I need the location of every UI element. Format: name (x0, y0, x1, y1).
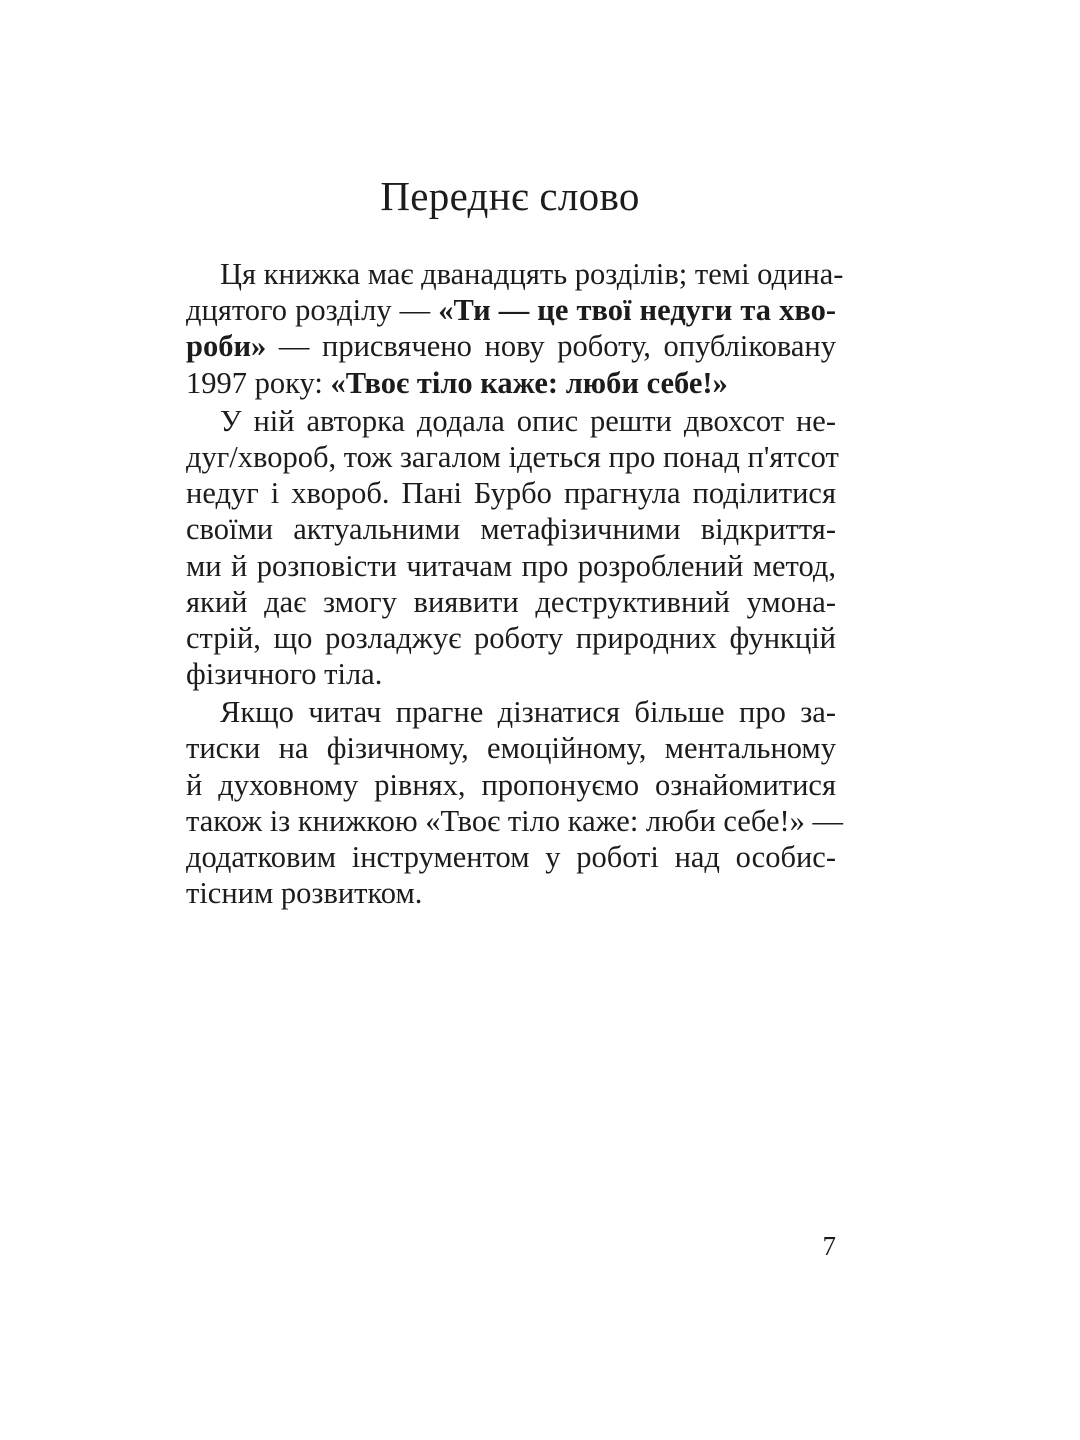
text-line (186, 875, 836, 911)
text-run: тісним розвитком. (186, 876, 423, 911)
text-run: який дає змогу виявити деструктивний умона- (186, 584, 836, 619)
text-run: своїми актуальними метафізичними відкриття- (186, 512, 836, 547)
text-line (186, 475, 836, 511)
text-run: стрій, що розладжує роботу природних функцій (186, 620, 836, 655)
text-line (186, 767, 836, 803)
text-line (186, 256, 844, 292)
text-line (186, 839, 836, 875)
text-run: — присвячено нову роботу, опубліковану (266, 329, 836, 364)
text-line (186, 584, 836, 620)
bold-text-run: «Твоє тіло каже: люби себе!» (330, 365, 728, 400)
text-line (186, 403, 836, 439)
text-run: додатковим інструментом у роботі над особис- (186, 840, 836, 874)
text-line (186, 365, 836, 401)
paragraph (186, 694, 844, 911)
text-line (186, 439, 839, 475)
text-line (186, 511, 836, 547)
body-text (186, 256, 844, 911)
text-run: також із книжкою «Твоє тіло каже: люби себе!» — (186, 803, 844, 838)
text-run: тиски на фізичному, емоційному, ментальному (186, 731, 836, 766)
text-line (186, 328, 836, 364)
page-title: Переднє слово (380, 173, 640, 219)
text-run: й духовному рівнях, пропонуємо ознайомитися (186, 767, 836, 802)
text-run: У ній авторка додала опис решти двохсот не- (220, 403, 836, 438)
text-line (186, 292, 836, 328)
text-run: дцятого розділу — (186, 293, 439, 328)
text-run: дуг/хвороб, тож загалом ідеться про понад п'ятсот (186, 439, 839, 474)
text-run: недуг і хвороб. Пані Бурбо прагнула поділитися (186, 476, 836, 511)
text-run: Ця книжка має дванадцять розділів; темі одина- (220, 257, 844, 291)
text-line (186, 694, 836, 730)
text-line (186, 548, 836, 584)
text-line (186, 620, 836, 656)
paragraph (186, 403, 839, 693)
text-run: Якщо читач прагне дізнатися більше про за- (220, 695, 836, 730)
text-run: фізичного тіла. (186, 657, 383, 692)
page-number: 7 (822, 1231, 836, 1261)
bold-text-run: роби» (186, 329, 267, 364)
text-run: ми й розповісти читачам про розроблений метод, (186, 548, 836, 583)
text-line (186, 803, 844, 839)
paragraph (186, 256, 844, 401)
text-line (186, 656, 836, 692)
text-run: 1997 року: (186, 365, 331, 400)
bold-text-run: «Ти — це твої недуги та хво- (438, 293, 836, 328)
text-line (186, 730, 836, 766)
